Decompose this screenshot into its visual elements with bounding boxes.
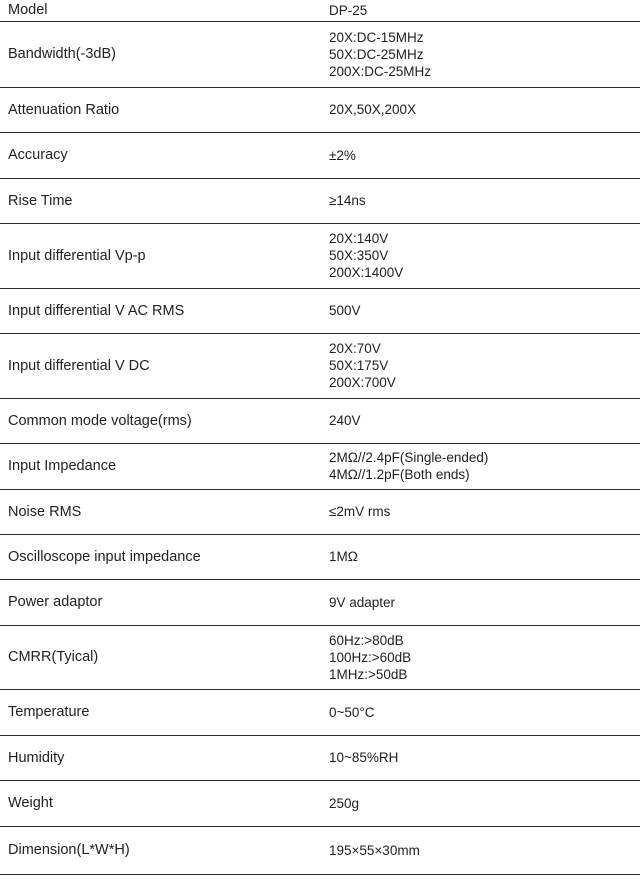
spec-label: Power adaptor (0, 579, 316, 625)
spec-row (0, 178, 640, 223)
spec-value-line: 20X:140V (329, 231, 389, 246)
spec-label: Noise RMS (0, 489, 316, 534)
spec-value-line: 50X:DC-25MHz (329, 46, 424, 62)
spec-value-line: 20X:DC-15MHz (329, 29, 424, 45)
spec-label: Rise Time (0, 178, 316, 223)
spec-row (0, 21, 640, 87)
spec-value (316, 178, 640, 223)
spec-value-line: 195×55×30mm (329, 842, 420, 858)
spec-row (0, 398, 640, 443)
spec-value-line: 50X:350V (329, 248, 389, 263)
spec-label: Dimension(L*W*H) (0, 826, 316, 874)
spec-value-line: 20X,50X,200X (329, 102, 417, 117)
spec-value (316, 0, 640, 21)
spec-value-line: 0~50°C (329, 704, 375, 720)
spec-value-line: ≤2mV rms (329, 504, 391, 519)
spec-value-line: 50X:175V (329, 358, 389, 373)
spec-row (0, 579, 640, 625)
spec-label: Temperature (0, 689, 316, 735)
spec-row (0, 826, 640, 874)
spec-value-line: 100Hz:>60dB (329, 649, 412, 665)
spec-row (0, 689, 640, 735)
spec-value (316, 625, 640, 689)
spec-label: Oscilloscope input impedance (0, 534, 316, 579)
spec-row (0, 288, 640, 333)
spec-label: Humidity (0, 735, 316, 780)
spec-value (316, 132, 640, 178)
spec-value-line: 240V (329, 413, 361, 428)
spec-value-line: 2MΩ//2.4pF(Single-ended) (329, 450, 489, 465)
spec-label: Bandwidth(-3dB) (0, 21, 316, 87)
spec-row (0, 489, 640, 534)
spec-value-line: 9V adapter (329, 594, 396, 610)
spec-value-line: 20X:70V (329, 341, 381, 356)
spec-value-line: 250g (329, 795, 360, 811)
spec-label: Weight (0, 780, 316, 826)
spec-value-line: ≥14ns (329, 193, 366, 208)
spec-value (316, 443, 640, 489)
spec-value (316, 780, 640, 826)
spec-value (316, 223, 640, 288)
spec-value (316, 579, 640, 625)
spec-row (0, 443, 640, 489)
spec-value-line: 1MΩ (329, 549, 358, 564)
spec-row (0, 625, 640, 689)
spec-label: Input differential V DC (0, 333, 316, 398)
spec-label: Input Impedance (0, 443, 316, 489)
spec-value (316, 534, 640, 579)
spec-value (316, 826, 640, 874)
spec-row (0, 735, 640, 780)
spec-row (0, 534, 640, 579)
spec-value-line: 200X:DC-25MHz (329, 63, 432, 79)
spec-label: Input differential Vp-p (0, 223, 316, 288)
spec-row (0, 87, 640, 132)
spec-row (0, 780, 640, 826)
spec-value (316, 735, 640, 780)
spec-row (0, 0, 640, 21)
spec-value-line: 200X:1400V (329, 265, 404, 280)
spec-label: Accuracy (0, 132, 316, 178)
spec-label: Attenuation Ratio (0, 87, 316, 132)
spec-value (316, 288, 640, 333)
spec-value (316, 87, 640, 132)
spec-value-line: 4MΩ//1.2pF(Both ends) (329, 467, 470, 482)
spec-row (0, 223, 640, 288)
spec-row (0, 132, 640, 178)
spec-row (0, 333, 640, 398)
spec-value-line: ±2% (329, 147, 356, 163)
spec-value-line: 60Hz:>80dB (329, 632, 404, 648)
spec-value (316, 333, 640, 398)
spec-label: Common mode voltage(rms) (0, 398, 316, 443)
spec-value-line: 10~85%RH (329, 750, 399, 765)
spec-value-line: 200X:700V (329, 375, 396, 390)
spec-value-line: DP-25 (329, 2, 368, 18)
spec-value (316, 689, 640, 735)
spec-value-line: 500V (329, 303, 361, 318)
spec-label: CMRR(Tyical) (0, 625, 316, 689)
spec-label: Model (0, 0, 316, 21)
spec-value (316, 489, 640, 534)
spec-label: Input differential V AC RMS (0, 288, 316, 333)
spec-value (316, 21, 640, 87)
spec-value (316, 398, 640, 443)
spec-value-line: 1MHz:>50dB (329, 666, 408, 682)
